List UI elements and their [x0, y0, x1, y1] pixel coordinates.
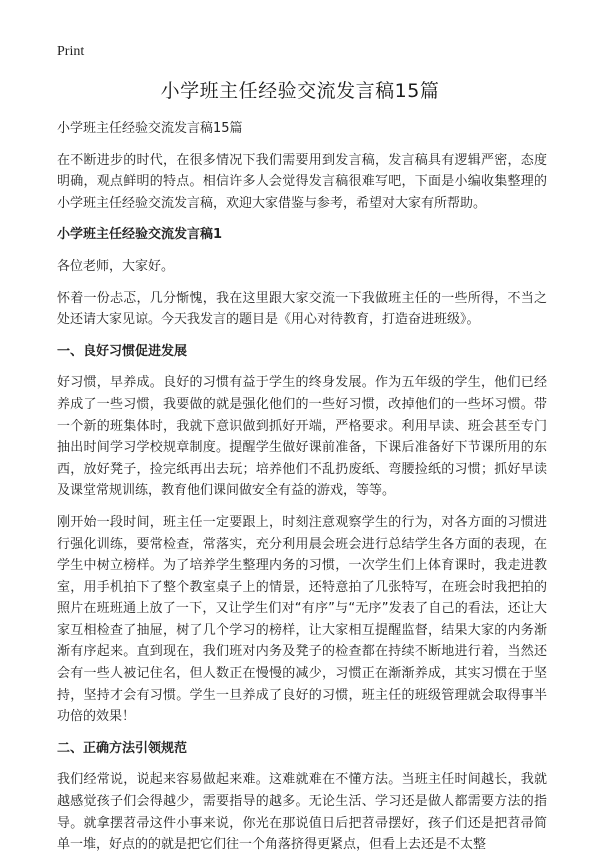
body-paragraph: 我们经常说，说起来容易做起来难。这难就难在不懂方法。当班主任时间越长，我就越感觉孩子们会得越少，需要指导的越多。无论生活、学习还是做人都需要方法的指导。就拿摆苕帚这件小事来说，你光在那说值日后把苕帚摆好，孩子们还是把苕帚简单一堆，好点的的就是把它们往一个角落挤得更紧点，但看上去还是不太整 — [57, 772, 547, 853]
greeting-paragraph: 各位老师，大家好。 — [57, 258, 175, 274]
section-heading: 一、良好习惯促进发展 — [57, 343, 188, 359]
intro-paragraph: 在不断进步的时代，在很多情况下我们需要用到发言稿，发言稿具有逻辑严密，态度明确，观点鲜明的特点。相信许多人会觉得发言稿很难写吧，下面是小编收集整理的小学班主任经验交流发言稿，欢迎大家借鉴与参考，希望对大家有所帮助。 — [57, 152, 547, 211]
document-title: 小学班主任经验交流发言稿15篇 — [160, 80, 440, 102]
section-heading: 二、正确方法引领规范 — [57, 740, 188, 756]
print-link[interactable]: Print — [57, 44, 85, 59]
body-paragraph: 好习惯，早养成。良好的习惯有益于学生的终身发展。作为五年级的学生，他们已经养成了一些习惯，我要做的就是强化他们的一些好习惯，改掉他们的一些坏习惯。带一个新的班集体时，我就下意识做到抓好开端，严格要求。利用早读、班会甚至专门抽出时间学习学校规章制度。提醒学生做好课前准备，下课后准备好下节课所用的东西，放好凳子，捡完纸再出去玩；培养他们不乱扔废纸、弯腰捡纸的习惯；抓好早读及课堂常规训练，教育他们课间做安全有益的游戏，等等。 — [57, 375, 547, 499]
opening-paragraph: 怀着一份忐忑，几分惭愧，我在这里跟大家交流一下我做班主任的一些所得，不当之处还请大家见谅。今天我发言的题目是《用心对待教育，打造奋进班级》。 — [57, 290, 547, 328]
section-heading: 小学班主任经验交流发言稿1 — [57, 227, 223, 243]
body-paragraph: 刚开始一段时间，班主任一定要跟上，时刻注意观察学生的行为，对各方面的习惯进行强化训练，要常检查，常落实，充分利用晨会班会进行总结学生各方面的表现，在学生中树立榜样。为了培养学生整理内务的习惯，一次学生们上体育课时，我走进教室，用手机拍下了整个教室桌子上的情景，还特意拍了几张特写，在班会时我把拍的照片在班班通上放了一下，又让学生们对“有序”与“无序”发表了自己的看法，还让大家互相检查了抽屉，树了几个学习的榜样，让大家相互提醒监督，结果大家的内务渐渐有序起来。直到现在，我们班对内务及凳子的检查都在持续不断地进行着，当然还会有一些人被记住名，但人数正在慢慢的减少，习惯正在渐渐养成，其实习惯在于坚持，坚持才会有习惯。学生一旦养成了良好的习惯，班主任的班级管理就会取得事半功倍的效果！ — [57, 514, 547, 725]
document-body — [57, 118, 547, 866]
subtitle-paragraph: 小学班主任经验交流发言稿15篇 — [57, 121, 243, 136]
